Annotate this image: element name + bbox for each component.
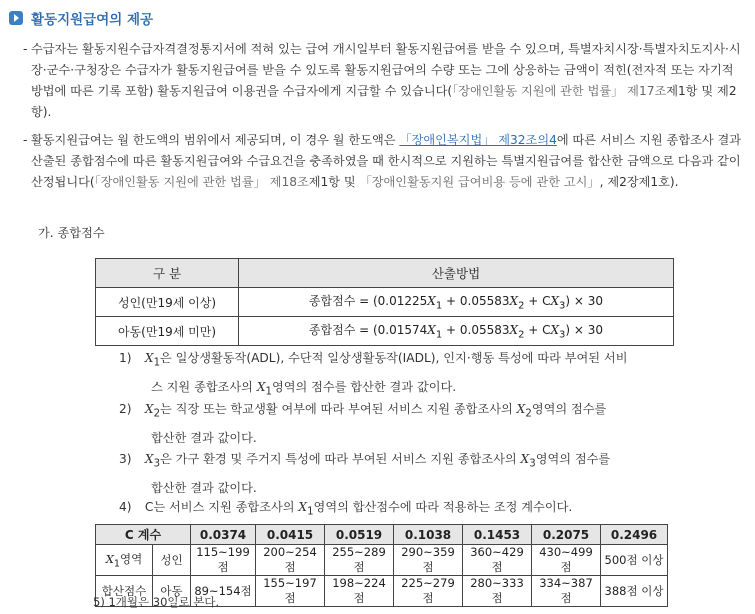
note-3: 3) $X_3$은 가구 환경 및 주거지 특성에 따라 부여된 서비스 지원 종합조사의 $X_3$영역의 점수를 합산한 결과 값이다. bbox=[119, 452, 611, 496]
score-range: 198~224점 bbox=[325, 576, 394, 607]
coefficient-value: 0.0519 bbox=[325, 525, 394, 545]
score-range: 155~197점 bbox=[256, 576, 325, 607]
law-reference: 「장애인활동 지원에 관한 법률」 제17조 bbox=[452, 84, 667, 98]
coefficient-header-row bbox=[96, 525, 668, 545]
adult-label: 성인 bbox=[153, 545, 191, 576]
coefficient-value: 0.0374 bbox=[191, 525, 256, 545]
formula: 종합점수 = $(0.01225X_1 + 0.05583X_2 + CX_3) \times 30$ bbox=[239, 288, 674, 317]
score-area-label: $X_1$영역 bbox=[96, 545, 153, 576]
row-label: 성인(만19세 이상) bbox=[96, 288, 239, 317]
paragraph-2-text-1: 활동지원급여는 월 한도액의 범위에서 제공되며, 이 경우 월 한도액은 bbox=[31, 133, 400, 147]
formula-table bbox=[95, 258, 674, 346]
paragraph-1 bbox=[23, 39, 747, 123]
section-header bbox=[9, 8, 153, 28]
c-coefficient-label: C 계수 bbox=[96, 525, 191, 545]
formula-header-method: 산출방법 bbox=[239, 259, 674, 288]
coefficient-value: 0.2075 bbox=[532, 525, 601, 545]
coefficient-row-adult bbox=[96, 545, 668, 576]
paragraph-2-text-4: , 제2장제1호). bbox=[599, 175, 679, 189]
formula-row-adult bbox=[96, 288, 674, 317]
row-label: 아동(만19세 미만) bbox=[96, 317, 239, 346]
subheading-total-score: 가. 종합점수 bbox=[38, 226, 105, 240]
law-reference: 「장애인활동 지원에 관한 법률」 제18조 bbox=[94, 175, 309, 189]
coefficient-value: 0.1038 bbox=[394, 525, 463, 545]
score-range: 200~254점 bbox=[256, 545, 325, 576]
score-range: 334~387점 bbox=[532, 576, 601, 607]
law-link-welfare[interactable]: 「장애인복지법」 제32조의4 bbox=[399, 133, 557, 147]
footnote: 5) 1개월은 30일로 본다. bbox=[93, 595, 220, 609]
bullet: - bbox=[23, 42, 28, 56]
paragraph-1-text: 수급자는 활동지원수급자격결정통지서에 적혀 있는 급여 개시일부터 활동지원급여를 받을 수 있으며, 특별자치시장·특별자치도지사·시장·군수·구청장은 수급자가 활동지원급여를 받을 수 있도록 활동지원급여의 수량 또는 그에 상응하는 금액이 적힌(전자적 또는 자기적 방법에 따른 기록 포함) 활동지원급여 이용권을 수급자에게 지급할 수 있습니다( bbox=[31, 42, 741, 98]
score-range: 280~333점 bbox=[463, 576, 532, 607]
score-range: 115~199점 bbox=[191, 545, 256, 576]
play-arrow-icon bbox=[9, 11, 23, 25]
score-range: 255~289점 bbox=[325, 545, 394, 576]
paragraph-2-text-3: 제1항 및 bbox=[308, 175, 360, 189]
sum-score-label: 합산점수 bbox=[96, 576, 153, 607]
score-range: 225~279점 bbox=[394, 576, 463, 607]
coefficient-value: 0.0415 bbox=[256, 525, 325, 545]
formula-row-child bbox=[96, 317, 674, 346]
note-2: 2) $X_2$는 직장 또는 학교생활 여부에 따라 부여된 서비스 지원 종합조사의 $X_2$영역의 점수를 합산한 결과 값이다. bbox=[119, 402, 607, 446]
paragraph-1-tail: 제1항 및 제2항). bbox=[31, 84, 737, 119]
note-4: 4) C는 서비스 지원 종합조사의 $X_1$영역의 합산점수에 따라 적용하는 조정 계수이다. bbox=[119, 500, 573, 518]
section-title: 활동지원급여의 제공 bbox=[31, 12, 154, 28]
score-range: 360~429점 bbox=[463, 545, 532, 576]
notice-reference: 「장애인활동지원 급여비용 등에 관한 고시」 bbox=[359, 175, 600, 189]
score-range: 388점 이상 bbox=[601, 576, 668, 607]
bullet: - bbox=[23, 133, 28, 147]
paragraph-2 bbox=[23, 130, 747, 193]
child-label: 아동 bbox=[153, 576, 191, 607]
formula: 종합점수 = $(0.01574X_1 + 0.05583X_2 + CX_3) \times 30$ bbox=[239, 317, 674, 346]
note-1: 1) $X_1$은 일상생활동작(ADL), 수단적 일상생활동작(IADL), 인지·행동 특성에 따라 부여된 서비 스 지원 종합조사의 $X_1$영역의 점수를 합산한 결과 값이다. bbox=[119, 351, 628, 398]
score-range: 290~359점 bbox=[394, 545, 463, 576]
score-range: 430~499점 bbox=[532, 545, 601, 576]
formula-header-category: 구 분 bbox=[96, 259, 239, 288]
score-range: 89~154점 bbox=[191, 576, 256, 607]
coefficient-value: 0.1453 bbox=[463, 525, 532, 545]
coefficient-value: 0.2496 bbox=[601, 525, 668, 545]
paragraph-2-text-2: 에 따른 서비스 지원 종합조사 결과 산출된 종합점수에 따른 활동지원급여와 수급요건을 충족하였을 때 한시적으로 지원하는 특별지원급여를 합산한 금액으로 다음과 같이 산정됩니다( bbox=[31, 133, 742, 189]
score-range: 500점 이상 bbox=[601, 545, 668, 576]
